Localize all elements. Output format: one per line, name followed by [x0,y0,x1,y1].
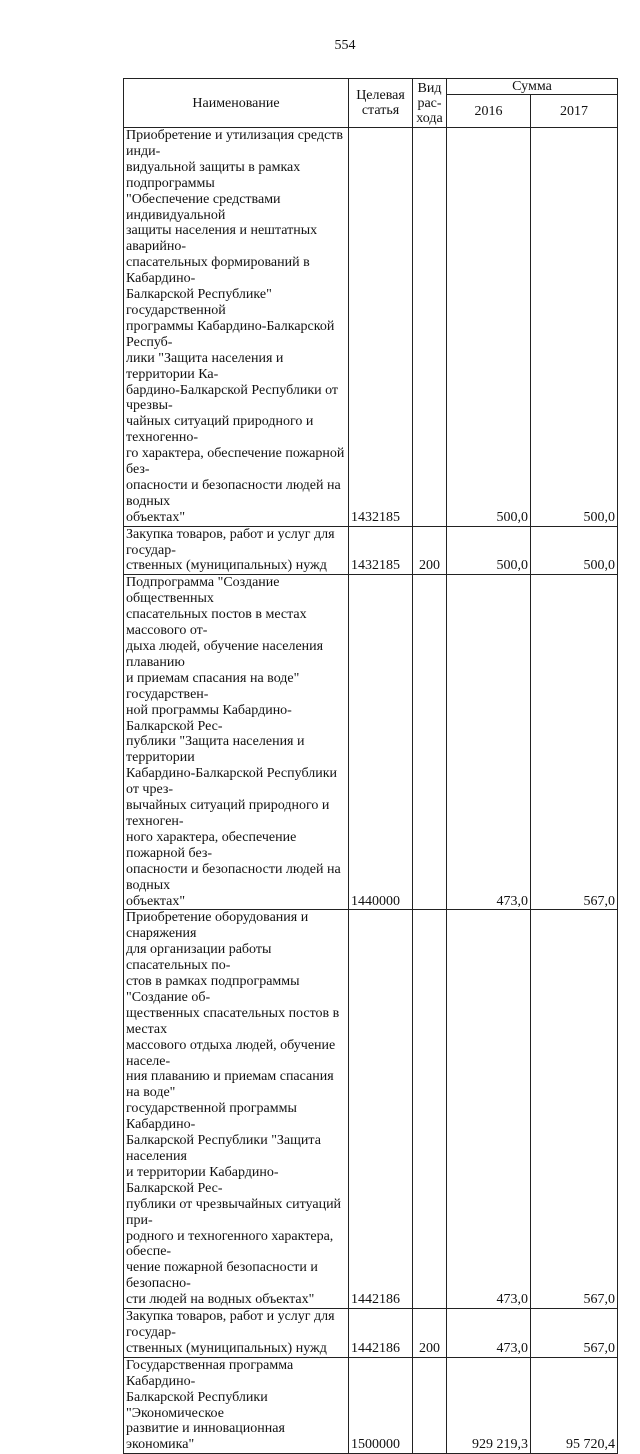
row-kind: 200 [413,526,447,575]
row-2017: 567,0 [531,575,618,910]
row-kind [413,910,447,1309]
header-2016: 2016 [447,95,531,128]
table-row [124,1309,618,1358]
row-kind: 200 [413,1309,447,1358]
row-2017: 567,0 [531,910,618,1309]
header-sum: Сумма [447,79,618,95]
row-name: Подпрограмма "Создание общественных спасательных постов в местах массового от- дыха людей, обучение населения плаванию и приемам спасания на воде" государствен- ной программы Кабардино-Балкарской Рес- публики "Защита населения и территории Кабардино-Балкарской Республики от чрез- вычайных ситуаций природного и техноген- ного характера, обеспечение пожарной без- опасности и безопасности людей на водных объектах" [124,575,349,910]
row-kind [413,128,447,527]
header-kind: Вид рас- хода [413,79,447,128]
row-2017: 500,0 [531,526,618,575]
row-2016: 473,0 [447,1309,531,1358]
row-2016: 473,0 [447,575,531,910]
row-2017: 567,0 [531,1309,618,1358]
row-2017: 95 720,4 [531,1357,618,1453]
table-row [124,1357,618,1453]
row-code: 1500000 [349,1357,413,1453]
row-2016: 929 219,3 [447,1357,531,1453]
row-2017: 500,0 [531,128,618,527]
row-kind [413,1357,447,1453]
row-code: 1442186 [349,1309,413,1358]
row-2016: 500,0 [447,526,531,575]
table-row [124,128,618,527]
row-2016: 500,0 [447,128,531,527]
row-code: 1442186 [349,910,413,1309]
table-row [124,526,618,575]
header-2017: 2017 [531,95,618,128]
row-name: Государственная программа Кабардино- Балкарской Республики "Экономическое развитие и инновационная экономика" [124,1357,349,1453]
budget-table [123,78,618,1454]
row-kind [413,575,447,910]
page-number: 554 [334,38,356,53]
header-name: Наименование [124,79,349,128]
table-row [124,575,618,910]
row-name: Приобретение оборудования и снаряжения для организации работы спасательных по- стов в рамках подпрограммы "Создание об- щественных спасательных постов в местах массового отдыха людей, обучение населе- ния плаванию и приемам спасания на воде" государственной программы Кабардино- Балкарской Республики "Защита населения и территории Кабардино-Балкарской Рес- публики от чрезвычайных ситуаций при- родного и техногенного характера, обеспе- чение пожарной безопасности и безопасно- сти людей на водных объектах" [124,910,349,1309]
table-row [124,910,618,1309]
row-code: 1440000 [349,575,413,910]
row-name: Закупка товаров, работ и услуг для государ- ственных (муниципальных) нужд [124,526,349,575]
row-name: Приобретение и утилизация средств инди- видуальной защиты в рамках подпрограммы "Обеспечение средствами индивидуальной защиты населения и нештатных аварийно- спасательных формирований в Кабардино- Балкарской Республике" государственной программы Кабардино-Балкарской Респуб- лики "Защита населения и территории Ка- бардино-Балкарской Республики от чрезвы- чайных ситуаций природного и техногенно- го характера, обеспечение пожарной без- опасности и безопасности людей на водных объектах" [124,128,349,527]
row-code: 1432185 [349,128,413,527]
row-code: 1432185 [349,526,413,575]
row-name: Закупка товаров, работ и услуг для государ- ственных (муниципальных) нужд [124,1309,349,1358]
header-target: Целевая статья [349,79,413,128]
row-2016: 473,0 [447,910,531,1309]
